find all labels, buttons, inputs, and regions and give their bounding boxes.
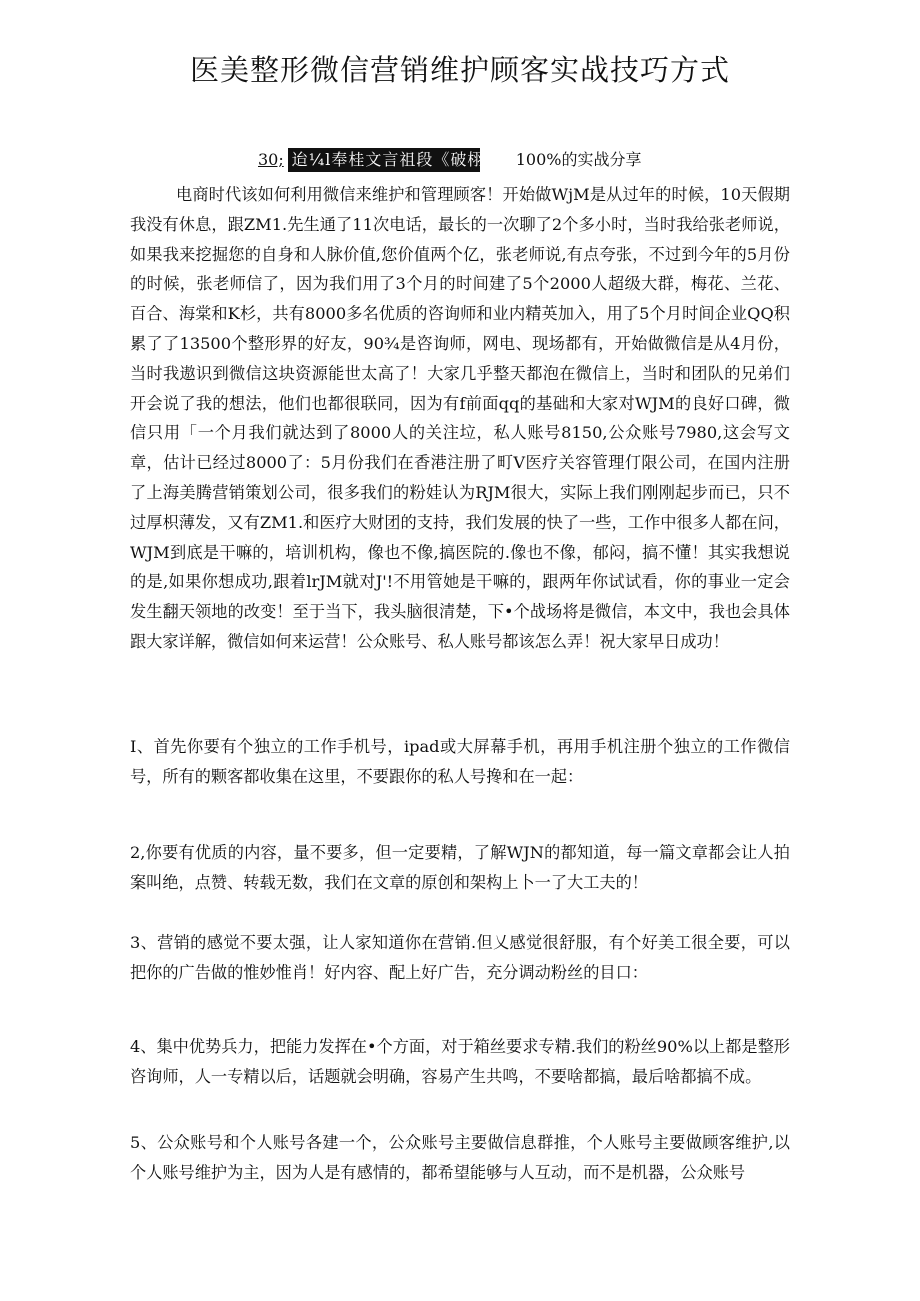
subtitle-share: 100%的实战分享 xyxy=(515,150,642,169)
subtitle-number: 30; xyxy=(258,150,284,169)
intro-paragraph: 电商时代该如何利用微信来维护和管理顾客！开始做WjM是从过年的时候，10天假期我没有休息，跟ZM1.先生通了11次电话，最长的一次聊了2个多小时，当时我给张老师说，如果我来挖掘您的自身和人脉价值,您价值两个亿，张老师说,有点夸张，不过到今年的5月份的时候，张老师信了，因为我们用了3个月的时间建了5个2000人超级大群，梅花、兰花、百合、海棠和K杉，共有8000多名优质的咨询师和业内精英加入，用了5个月时间企业QQ积累了了13500个整形界的好友，90¾是咨询师，网电、现场都有，开始做微信是从4月份，当时我遨识到微信这块资源能世太高了！大家几乎整天都泡在微信上，当时和团队的兄弟们开会说了我的想法，他们也都很联同，因为有f前面qq的基础和大家对WJM的良好口碑，微信只用「一个月我们就达到了8000人的关注垃，私人账号8150,公众账号7980,这会写文章，估计已经过8000了：5月份我们在香港注册了町V医疗关容管理仃限公司，在国内注册了上海美腾营销策划公司，很多我们的粉娃认为RJM很大，实际上我们刚刚起步而已，只不过厚枳薄发，又有ZM1.和医疗大财团的支持，我们发展的快了一些，工作中很多人都在问，WJM到底是干嘛的，培训机构，像也不像,搞医院的.像也不像，郁闷，搞不懂！其实我想说的是,如果你想成功,跟着lrJM就对J'!不用管她是干嘛的，跟两年你试试看，你的事业一定会发生翻天领地的改变！至于当下，我头脑很清楚，下•个战场将是微信，本文中，我也会具体跟大家详解，微信如何来运营！公众账号、私人账号都该怎么弄！祝大家早日成功！ xyxy=(130,185,790,651)
point-1: I、首先你要有个独立的工作手机号，ipad或大屏幕手机，再用手机注册个独立的工作微信号，所有的颗客都收集在这里，不要跟你的私人号搀和在一起： xyxy=(130,737,790,786)
point-5: 5、公众账号和个人账号各建一个，公众账号主要做信息群推，个人账号主要做顾客维护,以个人账号维护为主，因为人是有感情的，都希望能够与人互动，而不是机器，公众账号 xyxy=(130,1133,790,1182)
point-3: 3、营销的感觉不要太强，让人家知道你在营销.但乂感觉很舒服，有个好美工很全要，可以把你的广告做的惟妙惟肖！好内容、配上好广告，充分调动粉丝的目口： xyxy=(130,933,790,982)
subtitle-line xyxy=(258,148,642,172)
subtitle-highlight: 迨¼l奉桂文言祖段《破栩 xyxy=(288,148,480,172)
document-title: 医美整形微信营销维护顾客实战技巧方式 xyxy=(189,53,730,87)
point-4: 4、集中优势兵力，把能力发挥在•个方面，对于箱丝要求专精.我们的粉丝90%以上都是整形咨询师，人一专精以后，话题就会明确，容易产生共鸣，不要啥都搞，最后啥都搞不成。 xyxy=(130,1037,790,1086)
point-2: 2,你要有优质的内容，量不要多，但一定要精，了解WJN的都知道，每一篇文章都会让人拍案叫绝，点赞、转载无数，我们在文章的原创和架构上卜一了大工夫的！ xyxy=(130,843,790,892)
